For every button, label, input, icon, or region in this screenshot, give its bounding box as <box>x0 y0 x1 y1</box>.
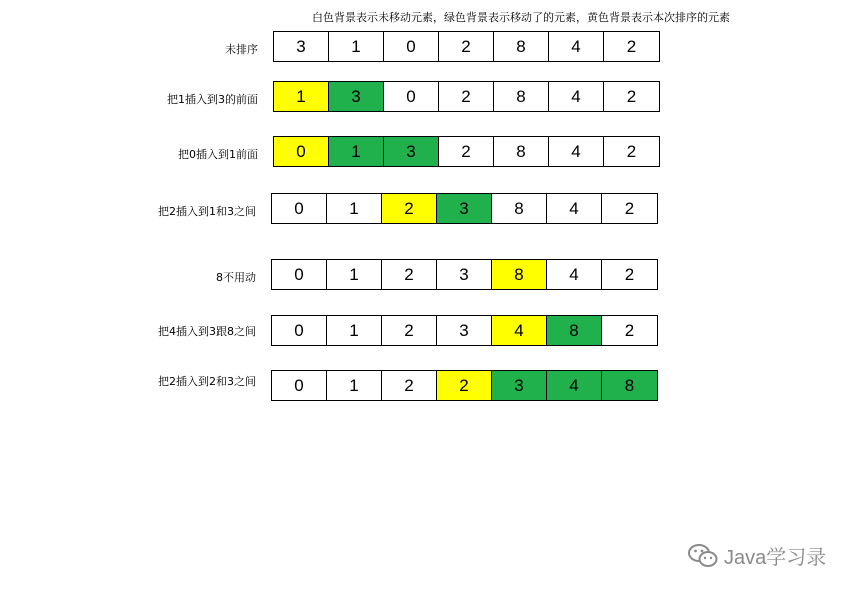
array-cell: 8 <box>494 32 549 61</box>
array-cell: 0 <box>274 137 329 166</box>
array-cell: 2 <box>382 194 437 223</box>
array-cell: 1 <box>327 194 382 223</box>
array-cell: 4 <box>549 82 604 111</box>
array-cell: 3 <box>492 371 547 400</box>
array-cell: 2 <box>437 371 492 400</box>
array-cell: 1 <box>327 316 382 345</box>
array-cell: 2 <box>624 264 635 284</box>
array-cell: 4 <box>547 194 602 223</box>
array-cell: 0 <box>272 260 327 289</box>
array-cell: 8 <box>494 82 549 111</box>
array-cell: 3 <box>384 137 439 166</box>
array-row <box>271 259 658 290</box>
array-cell: 8 <box>494 137 549 166</box>
watermark <box>688 541 826 570</box>
array-cell: 0 <box>384 82 439 111</box>
array-cell: 2 <box>626 36 637 56</box>
array-cell: 8 <box>492 260 547 289</box>
array-cell: 8 <box>547 316 602 345</box>
array-cell: 3 <box>437 260 492 289</box>
array-cell: 4 <box>547 371 602 400</box>
array-cell: 8 <box>492 194 547 223</box>
array-cell: 2 <box>382 371 437 400</box>
array-row <box>271 193 658 224</box>
step-label: 8不用动 <box>216 271 256 284</box>
array-cell: 2 <box>439 82 494 111</box>
array-cell: 3 <box>437 316 492 345</box>
step-label: 未排序 <box>225 43 258 56</box>
array-cell: 2 <box>439 32 494 61</box>
array-cell: 8 <box>602 371 657 400</box>
array-cell: 2 <box>626 141 637 161</box>
array-cell: 2 <box>624 320 635 340</box>
step-label: 把1插入到3的前面 <box>167 93 258 106</box>
step-label: 把2插入到2和3之间 <box>158 375 256 388</box>
array-row <box>273 136 660 167</box>
step-label: 把4插入到3跟8之间 <box>158 325 256 338</box>
array-row <box>273 31 660 62</box>
array-cell: 1 <box>329 137 384 166</box>
array-cell: 0 <box>272 316 327 345</box>
array-cell: 1 <box>327 260 382 289</box>
array-row <box>271 315 658 346</box>
array-cell: 2 <box>624 198 635 218</box>
array-cell: 2 <box>382 316 437 345</box>
watermark-text: Java学习录 <box>724 547 827 569</box>
wechat-icon <box>688 543 718 569</box>
array-row <box>271 370 658 401</box>
array-cell: 0 <box>272 194 327 223</box>
array-cell: 2 <box>439 137 494 166</box>
array-cell: 2 <box>626 86 637 106</box>
array-cell: 4 <box>547 260 602 289</box>
array-cell: 3 <box>274 32 329 61</box>
array-cell: 3 <box>329 82 384 111</box>
step-label: 把2插入到1和3之间 <box>158 205 256 218</box>
step-label: 把0插入到1前面 <box>178 148 258 161</box>
array-cell: 1 <box>274 82 329 111</box>
array-row <box>273 81 660 112</box>
array-cell: 1 <box>329 32 384 61</box>
array-cell: 4 <box>492 316 547 345</box>
array-cell: 0 <box>272 371 327 400</box>
array-cell: 1 <box>327 371 382 400</box>
legend-text: 白色背景表示未移动元素，绿色背景表示移动了的元素，黄色背景表示本次排序的元素 <box>312 11 730 24</box>
array-cell: 0 <box>384 32 439 61</box>
array-cell: 4 <box>549 32 604 61</box>
array-cell: 4 <box>549 137 604 166</box>
array-cell: 2 <box>382 260 437 289</box>
array-cell: 3 <box>437 194 492 223</box>
